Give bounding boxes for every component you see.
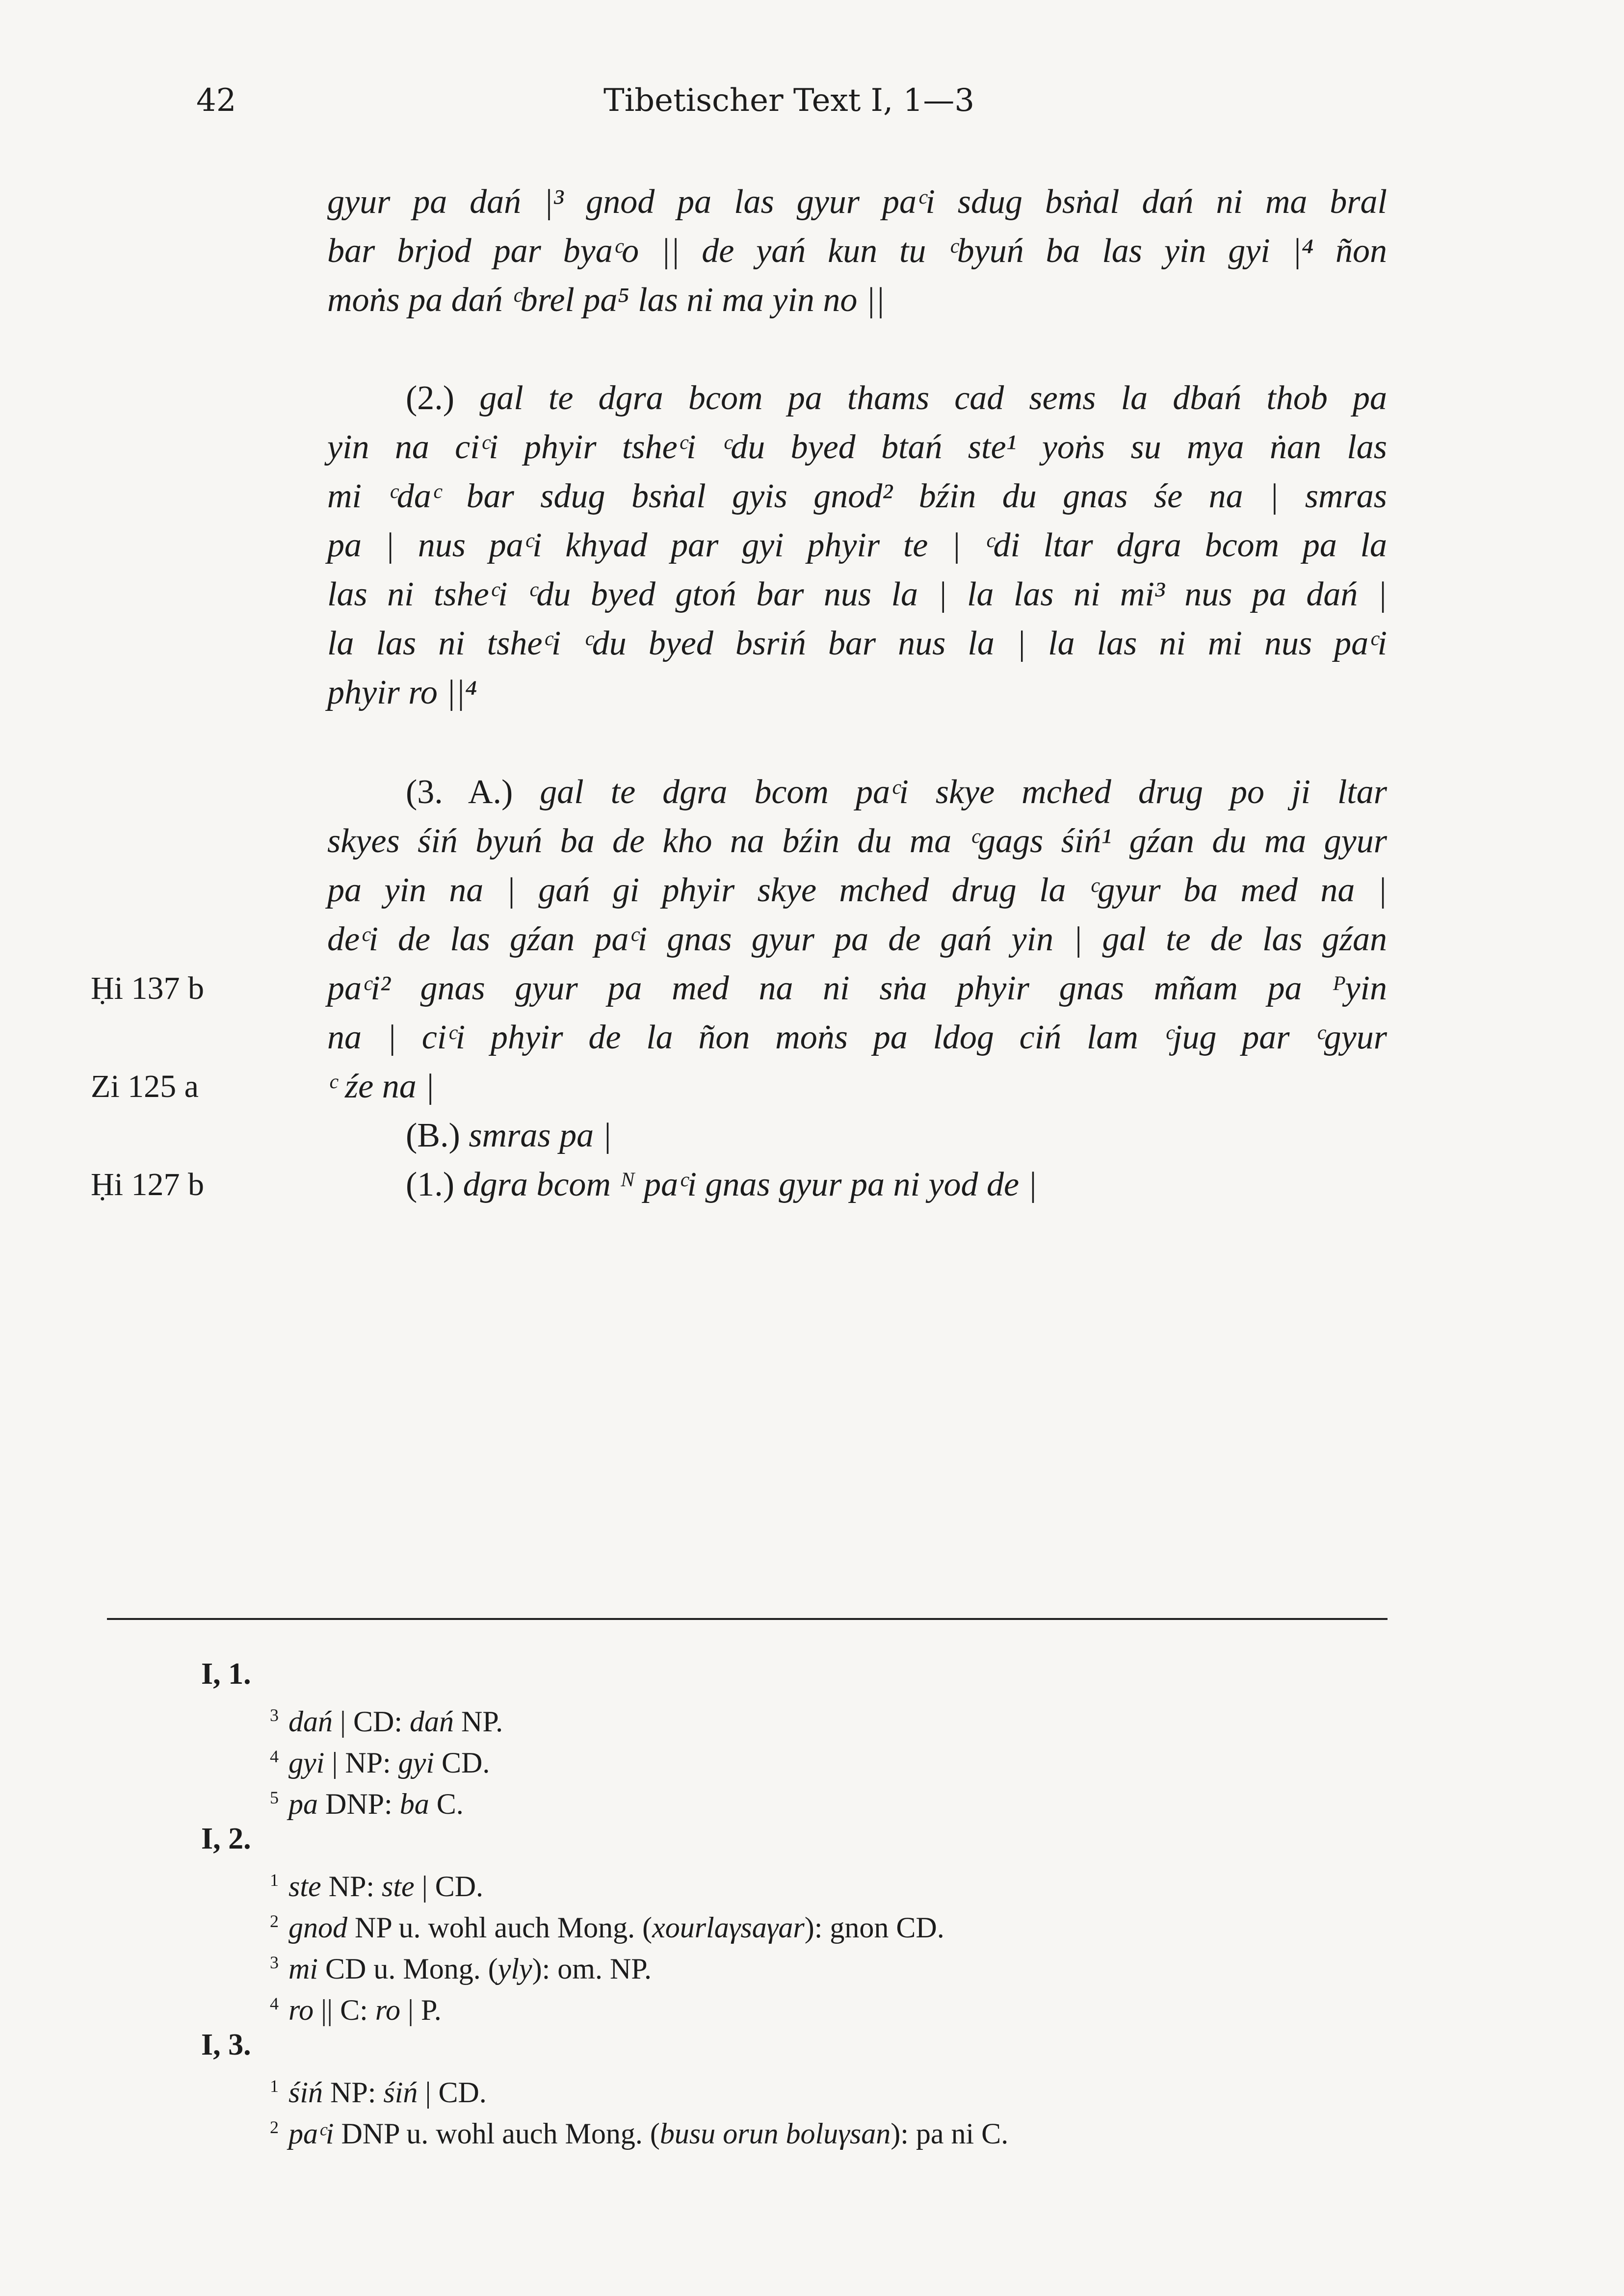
section-label: (B.) <box>406 1117 460 1154</box>
footnote-item: $^3$ mi CD u. Mong. (yly): om. NP. <box>270 1953 652 1985</box>
text-line: bar brjod par byaᶜo || de yań kun tu ᶜbyuń ba las yin gyi |⁴ ñon <box>327 232 1387 270</box>
footnote-section-heading: I, 3. <box>201 2028 251 2061</box>
margin-note: Ḥi 127 b <box>91 1167 204 1202</box>
footnote-section-heading: I, 1. <box>201 1657 251 1691</box>
text-line <box>327 374 1387 423</box>
page-number: 42 <box>196 82 236 119</box>
section-label: (2.) <box>406 379 455 417</box>
text-line: la las ni tsheᶜi ᶜdu byed bsriń bar nus la | la las ni mi nus paᶜi <box>327 625 1387 662</box>
section-label: (3. A.) <box>406 773 513 811</box>
text-line: yin na ciᶜi phyir tsheᶜi ᶜdu byed btań ste¹ yoṅs su mya ṅan las <box>327 428 1387 466</box>
text-line: paᶜi² gnas gyur pa med na ni sṅa phyir gnas mñam pa ᴾyin <box>327 969 1387 1007</box>
paragraph-2 <box>327 374 1387 717</box>
text-line: las ni tsheᶜi ᶜdu byed gtoń bar nus la | la las ni mi³ nus pa dań | <box>327 575 1387 613</box>
text-line <box>327 768 1387 817</box>
running-title: Tibetischer Text I, 1—3 <box>603 82 975 119</box>
footnote-item: $^2$ gnod NP u. wohl auch Mong. (xourlaγsaγar): gnon CD. <box>270 1911 944 1944</box>
text-line: mi ᶜdaᶜ bar sdug bsṅal gyis gnod² bźin du gnas śe na | smras <box>327 477 1387 515</box>
text-line: pa | nus paᶜi khyad par gyi phyir te | ᶜdi ltar dgra bcom pa la <box>327 526 1387 564</box>
footnote-item: $^1$ ste NP: ste | CD. <box>270 1870 484 1903</box>
text-line: na | ciᶜi phyir de la ñon moṅs pa ldog ciń lam ᶜjug par ᶜgyur <box>327 1018 1387 1056</box>
footnote-item: $^2$ paᶜi DNP u. wohl auch Mong. (busu orun boluγsan): pa ni C. <box>270 2117 1009 2150</box>
text-line-content: smras pa | <box>469 1117 612 1154</box>
margin-note: Ḥi 137 b <box>91 970 204 1006</box>
text-line-content: dgra bcom ᴺ paᶜi gnas gyur pa ni yod de | <box>463 1166 1037 1203</box>
text-line: skyes śiń byuń ba de kho na bźin du ma ᶜgags śiń¹ gźan du ma gyur <box>327 822 1387 860</box>
footnote-item: $^3$ dań | CD: dań NP. <box>270 1705 503 1738</box>
footnote-item: $^1$ śiń NP: śiń | CD. <box>270 2076 487 2109</box>
footnote-rule <box>107 1618 1388 1620</box>
text-line <box>327 1160 1387 1209</box>
footnote-section-heading: I, 2. <box>201 1822 251 1855</box>
text-line-content: gal te dgra bcom paᶜi skye mched drug po ji ltar <box>540 773 1387 811</box>
section-label: (1.) <box>406 1166 455 1203</box>
footnotes <box>201 1653 1379 2148</box>
text-line-content: gal te dgra bcom pa thams cad sems la dbań thob pa <box>479 379 1388 417</box>
text-line <box>327 1111 1387 1160</box>
text-line: phyir ro ||⁴ <box>327 674 477 711</box>
text-line: ᶜ źe na | <box>327 1068 435 1105</box>
text-line: moṅs pa dań ᶜbrel pa⁵ las ni ma yin no || <box>327 281 885 319</box>
footnote-item: $^4$ gyi | NP: gyi CD. <box>270 1747 490 1779</box>
footnote-item: $^5$ pa DNP: ba C. <box>270 1788 464 1820</box>
text-line: deᶜi de las gźan paᶜi gnas gyur pa de gań yin | gal te de las gźan <box>327 920 1387 958</box>
page-header <box>196 82 1388 127</box>
footnote-item: $^4$ ro || C: ro | P. <box>270 1994 442 2026</box>
text-line: gyur pa dań |³ gnod pa las gyur paᶜi sdug bsṅal dań ni ma bral <box>327 183 1387 221</box>
text-line: pa yin na | gań gi phyir skye mched drug la ᶜgyur ba med na | <box>327 871 1387 909</box>
paragraph-1 <box>327 178 1387 325</box>
margin-note: Zi 125 a <box>91 1069 199 1104</box>
paragraph-3 <box>327 768 1387 1209</box>
